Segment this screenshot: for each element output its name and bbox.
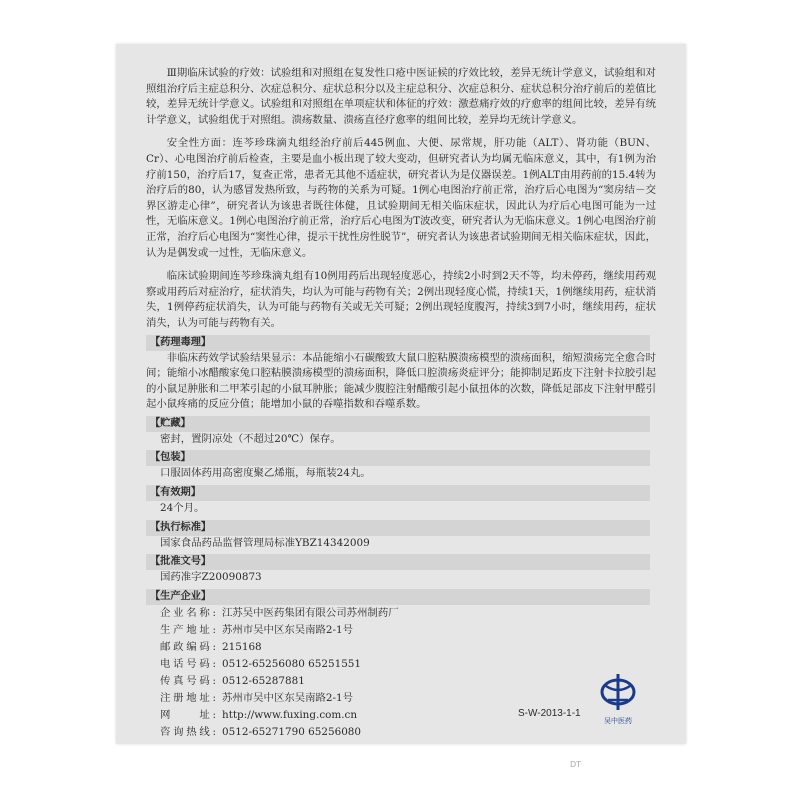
- manufacturer-info: [146, 605, 656, 741]
- efficacy-paragraph: Ⅲ期临床试验的疗效：试验组和对照组在复发性口疮中医证候的疗效比较，差异无统计学意义，试验组和对照组治疗后主症总积分、次症总积分、症状总积分以及主症总积分、次症总积分、症状总积分治疗前后的差值比较，差异无统计学意义。试验组和对照组在单项症状和体征的疗效：激惹痛疗效的疗愈率的组间比较，差异有统计学意义，试验组优于对照组。溃疡数量、溃疡直径疗愈率的组间比较，差异均无统计学意义。: [146, 67, 656, 126]
- pharmacology-heading: 【药理毒理】: [146, 335, 650, 351]
- pharmacology-text: 非临床药效学试验结果显示：本品能缩小石碳酸致大鼠口腔粘膜溃疡模型的溃疡面积，缩短溃疡完全愈合时间；能缩小冰醋酸家兔口腔粘膜溃疡模型的溃疡面积，降低口腔溃疡炎症评分；能抑制足跖皮下注射卡拉胶引起的小鼠足肿胀和二甲苯引起的小鼠耳肿胀；能减少腹腔注射醋酸引起小鼠扭体的次数，降低足部皮下注射甲醛引起小鼠疼痛的反应分值；能增加小鼠的吞噬指数和吞噬系数。: [146, 351, 656, 411]
- row-key: 邮政编码:: [160, 640, 216, 653]
- row-value: 0512-65287881: [222, 674, 305, 687]
- row-value: 0512-65271790 65256080: [222, 725, 362, 738]
- row-value: http://www.fuxing.com.cn: [222, 708, 358, 721]
- manufacturer-heading: 【生产企业】: [146, 589, 650, 605]
- row-value: 0512-65256080 65251551: [222, 657, 362, 670]
- row-value: 江苏吴中医药集团有限公司苏州制药厂: [222, 606, 399, 619]
- row-value: 苏州市吴中区东吴南路2-1号: [222, 623, 354, 636]
- row-key: 电话号码:: [160, 657, 216, 670]
- storage-heading: 【贮藏】: [146, 416, 650, 432]
- manufacturer-row: [146, 639, 656, 656]
- row-value: 215168: [222, 640, 262, 653]
- package-text: 口服固体药用高密度聚乙烯瓶，每瓶装24丸。: [160, 467, 371, 480]
- validity-text: 24个月。: [160, 502, 205, 515]
- manufacturer-row: [146, 673, 656, 690]
- company-logo-icon: [596, 672, 640, 712]
- document-code: S-W-2013-1-1: [518, 708, 581, 719]
- leaflet-content: [146, 66, 656, 741]
- approval-heading: 【批准文号】: [146, 554, 650, 570]
- company-logo: [596, 672, 640, 728]
- manufacturer-row: [146, 605, 656, 622]
- manufacturer-row: [146, 656, 656, 673]
- row-key: 企业名称:: [160, 606, 216, 619]
- leaflet-page: [116, 44, 686, 744]
- manufacturer-row: [146, 690, 656, 707]
- adverse-reaction-paragraph: 临床试验期间连芩珍珠滴丸组有10例用药后出现轻度恶心，持续2小时到2天不等，均未停药，继续用药观察或用药后对症治疗，症状消失，均认为可能与药物有关；2例出现轻度心慌，持续1天，1例继续用药，症状消失，1例停药症状消失，认为可能与药物有关或无关可疑；2例出现轻度腹泻，持续3到7小时，继续用药，症状消失，认为可能与药物有关。: [146, 270, 656, 329]
- validity-heading: 【有效期】: [146, 485, 650, 501]
- standard-text: 国家食品药品监督管理局标准YBZ14342009: [160, 536, 370, 549]
- row-key: 咨询热线:: [160, 725, 216, 738]
- manufacturer-row: [146, 724, 656, 741]
- row-key: 注册地址:: [160, 691, 216, 704]
- safety-paragraph: 安全性方面：连芩珍珠滴丸组经治疗前后445例血、大便、尿常规，肝功能（ALT）、肾功能（BUN、Cr）、心电图治疗前后检查，主要是血小板出现了较大变动，但研究者认为均属无临床意义，其中，有1例为治疗前150，治疗后17，复查正常，患者无其他不适症状，研究者认为是仪器误差。1例ALT由用药前的15.4转为治疗后的80，认为感冒发热所致，与药物的关系为可疑。1例心电图治疗前正常，治疗后心电图为“窦房结－交界区游走心律”，研究者认为该患者既往体健，且试验期间无相关临床症状，因此认为疗后心电图可能为一过性，无临床意义。1例心电图治疗前正常，治疗后心电图为T波改变，研究者认为无临床意义。1例心电图治疗前正常，治疗后心电图为“窦性心律，提示干扰性房性脱节”，研究者认为该患者试验期间无相关临床症状，因此，认为是偶发或一过性，无临床意义。: [146, 137, 656, 259]
- row-value: 苏州市吴中区东吴南路2-1号: [222, 691, 354, 704]
- storage-text: 密封，置阴凉处（不超过20℃）保存。: [160, 432, 341, 445]
- row-key: 传真号码:: [160, 674, 216, 687]
- approval-text: 国药准字Z20090873: [160, 571, 262, 584]
- manufacturer-row: [146, 622, 656, 639]
- watermark: DT: [570, 760, 582, 769]
- row-key: 生产地址:: [160, 623, 216, 636]
- standard-heading: 【执行标准】: [146, 520, 650, 536]
- company-logo-name: 吴中医药: [604, 717, 632, 725]
- row-key: 网 址:: [160, 708, 216, 721]
- package-heading: 【包装】: [146, 450, 650, 466]
